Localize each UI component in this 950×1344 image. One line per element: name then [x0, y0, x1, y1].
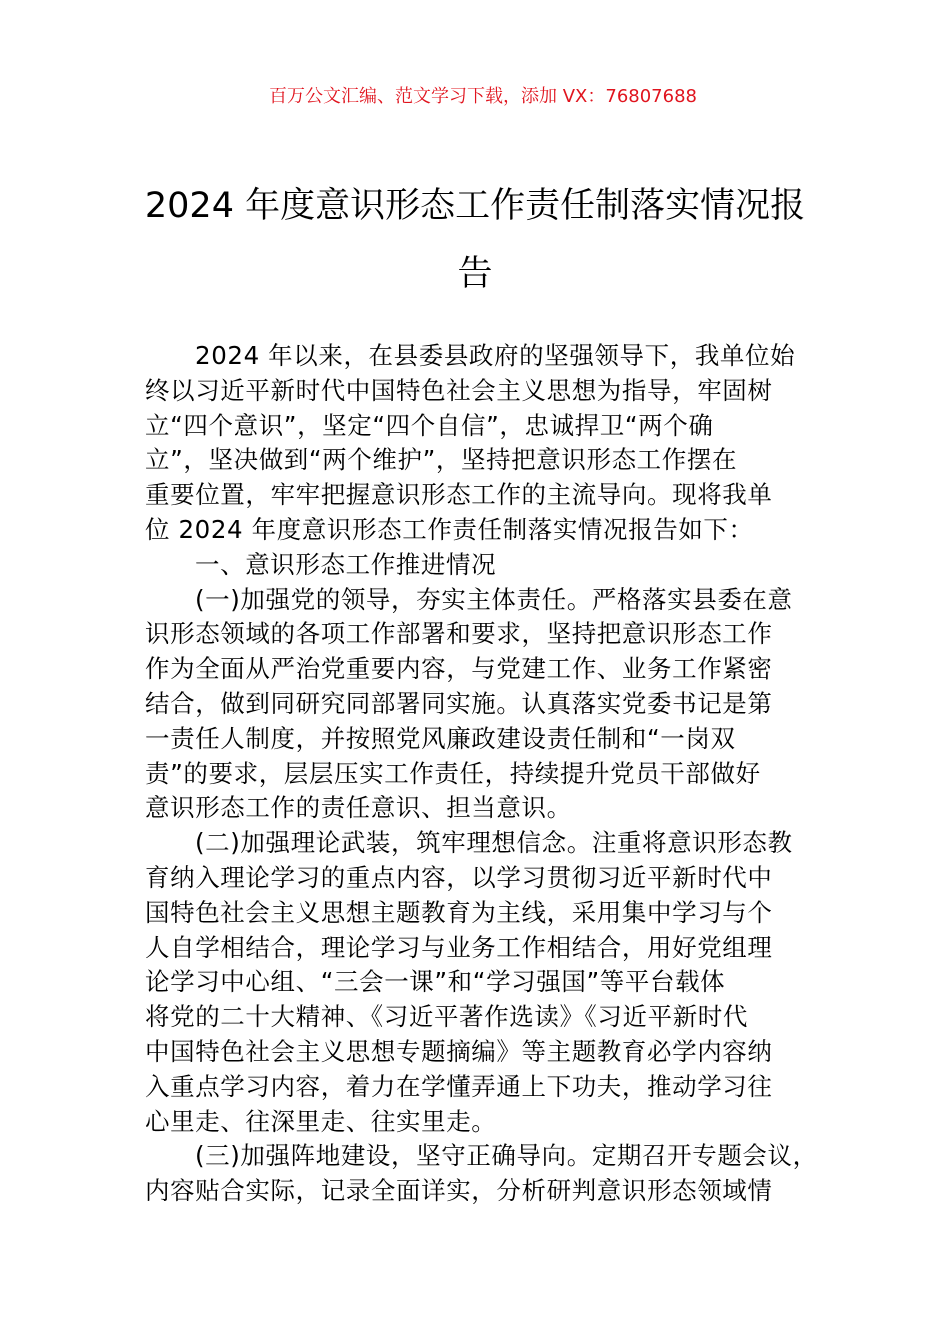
text-line: 结合，做到同研究同部署同实施。认真落实党委书记是第 [145, 688, 773, 718]
text-line: 意识形态工作的责任意识、担当意识。 [145, 793, 572, 823]
text-line: 内容贴合实际，记录全面详实，分析研判意识形态领域情 [145, 1176, 773, 1206]
text-line: 立“四个意识”，坚定“四个自信”，忠诚捍卫“两个确 [145, 410, 714, 440]
text-line: 人自学相结合，理论学习与业务工作相结合，用好党组理 [145, 932, 773, 962]
paragraph [145, 583, 825, 827]
paragraph [145, 548, 825, 583]
document-body [145, 339, 825, 1209]
paragraph [145, 1139, 825, 1209]
paragraph [145, 826, 825, 1139]
text-line: 育纳入理论学习的重点内容，以学习贯彻习近平新时代中 [145, 862, 773, 892]
text-line: 立”，坚决做到“两个维护”，坚持把意识形态工作摆在 [145, 445, 738, 475]
text-line: 责”的要求，层层压实工作责任，持续提升党员干部做好 [145, 758, 761, 788]
text-line: 2024 年以来，在县委县政府的坚强领导下，我单位始 [195, 341, 796, 370]
paragraph [145, 339, 825, 548]
watermark-banner: 百万公文汇编、范文学习下载，添加 VX：76807688 [269, 86, 697, 107]
text-line: 论学习中心组、“三会一课”和“学习强国”等平台载体 [145, 967, 726, 997]
text-line: (一)加强党的领导，夯实主体责任。严格落实县委在意 [195, 584, 793, 614]
text-line: 心里走、往深里走、往实里走。 [145, 1106, 497, 1136]
document-title [0, 172, 950, 308]
text-line: 一责任人制度，并按照党风廉政建设责任制和“一岗双 [145, 723, 736, 753]
title-line: 2024 年度意识形态工作责任制落实情况报 [144, 186, 806, 226]
text-line: 国特色社会主义思想主题教育为主线，采用集中学习与个 [145, 897, 773, 927]
text-line: 位 2024 年度意识形态工作责任制落实情况报告如下： [145, 514, 754, 544]
text-line: 重要位置，牢牢把握意识形态工作的主流导向。现将我单 [145, 480, 773, 510]
text-line: (三)加强阵地建设，坚守正确导向。定期召开专题会议， [195, 1141, 818, 1171]
text-line: 中国特色社会主义思想专题摘编》等主题教育必学内容纳 [145, 1036, 773, 1066]
text-line: 识形态领域的各项工作部署和要求，坚持把意识形态工作 [145, 619, 773, 649]
text-line: 将党的二十大精神、《习近平著作选读》《习近平新时代 [145, 1002, 748, 1032]
text-line: 入重点学习内容，着力在学懂弄通上下功夫，推动学习往 [145, 1071, 773, 1101]
text-line: 终以习近平新时代中国特色社会主义思想为指导，牢固树 [145, 375, 773, 405]
text-line: (二)加强理论武装，筑牢理想信念。注重将意识形态教 [195, 828, 793, 858]
text-line: 一、意识形态工作推进情况 [195, 549, 497, 579]
text-line: 作为全面从严治党重要内容，与党建工作、业务工作紧密 [145, 654, 773, 684]
title-line: 告 [457, 254, 493, 294]
